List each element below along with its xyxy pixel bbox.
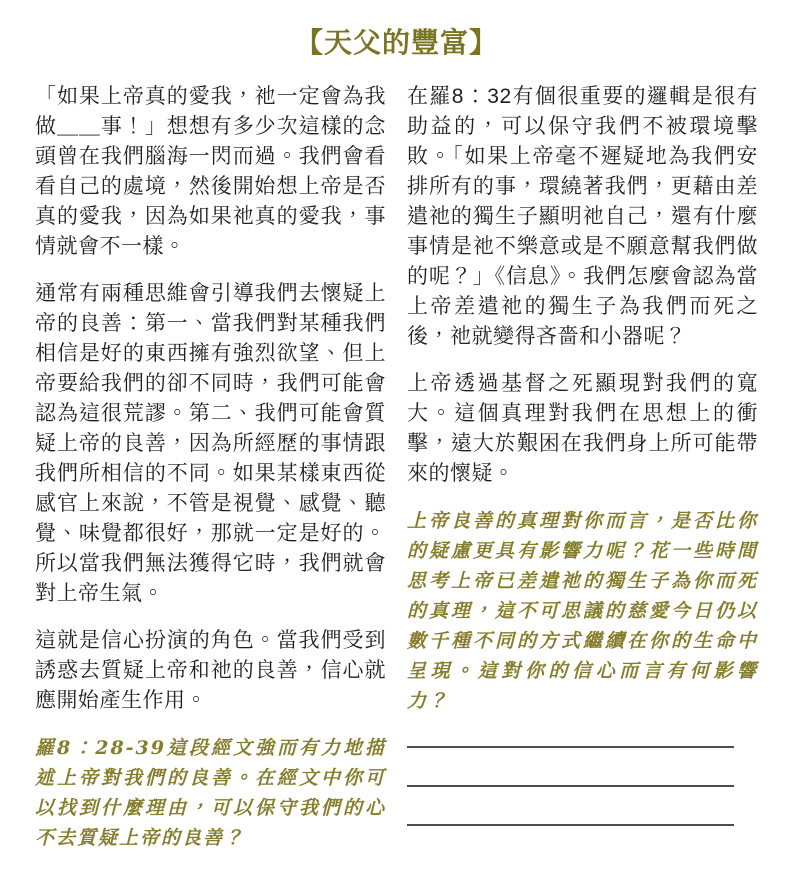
body-paragraph: 「如果上帝真的愛我，祂一定會為我做＿＿事！」想想有多少次這樣的念頭曾在我們腦海一閃而過。我們會看看自己的處境，然後開始想上帝是否真的愛我，因為如果祂真的愛我，事情就會不一樣。	[35, 85, 386, 258]
left-column	[35, 82, 386, 870]
body-paragraph: 上帝透過基督之死顯現對我們的寬大。這個真理對我們在思想上的衝擊，遠大於艱困在我們身上所可能帶來的懷疑。	[407, 372, 758, 485]
reflection-question-paragraph: 上帝良善的真理對你而言，是否比你的疑慮更具有影響力呢？花一些時間思考上帝已差遣祂的獨生子為你而死的真理，這不可思議的慈愛今日仍以數千種不同的方式繼續在你的生命中呈現。這對你的信心而言有何影響力？	[407, 510, 758, 712]
answer-line	[407, 746, 734, 748]
reflection-question-paragraph: 羅8：28-39這段經文強而有力地描述上帝對我們的良善。在經文中你可以找到什麼理由，可以保守我們的心不去質疑上帝的良善？	[35, 737, 386, 849]
body-paragraph: 在羅8：32有個很重要的邏輯是很有助益的，可以保守我們不被環境擊敗。「如果上帝毫不遲疑地為我們安排所有的事，環繞著我們，更藉由差遣祂的獨生子顯明祂自己，還有什麼事情是祂不樂意或是不願意幫我們做的呢？」《信息》。我們怎麼會認為當上帝差遣祂的獨生子為我們而死之後，祂就變得吝嗇和小器呢？	[407, 85, 758, 348]
answer-line	[407, 824, 734, 826]
two-column-layout	[35, 82, 758, 870]
body-paragraph: 這就是信心扮演的角色。當我們受到誘惑去質疑上帝和祂的良善，信心就應開始產生作用。	[35, 629, 386, 712]
answer-line	[407, 785, 734, 787]
right-column	[407, 82, 758, 826]
answer-lines	[407, 746, 758, 826]
body-paragraph: 通常有兩種思維會引導我們去懷疑上帝的良善：第一、當我們對某種我們相信是好的東西擁有強烈欲望、但上帝要給我們的卻不同時，我們可能會認為這很荒謬。第二、我們可能會質疑上帝的良善，因為所經歷的事情跟我們所相信的不同。如果某樣東西從感官上來說，不管是視覺、感覺、聽覺、味覺都很好，那就一定是好的。所以當我們無法獲得它時，我們就會對上帝生氣。	[35, 282, 386, 605]
page-title: 【天父的豐富】	[294, 26, 498, 59]
